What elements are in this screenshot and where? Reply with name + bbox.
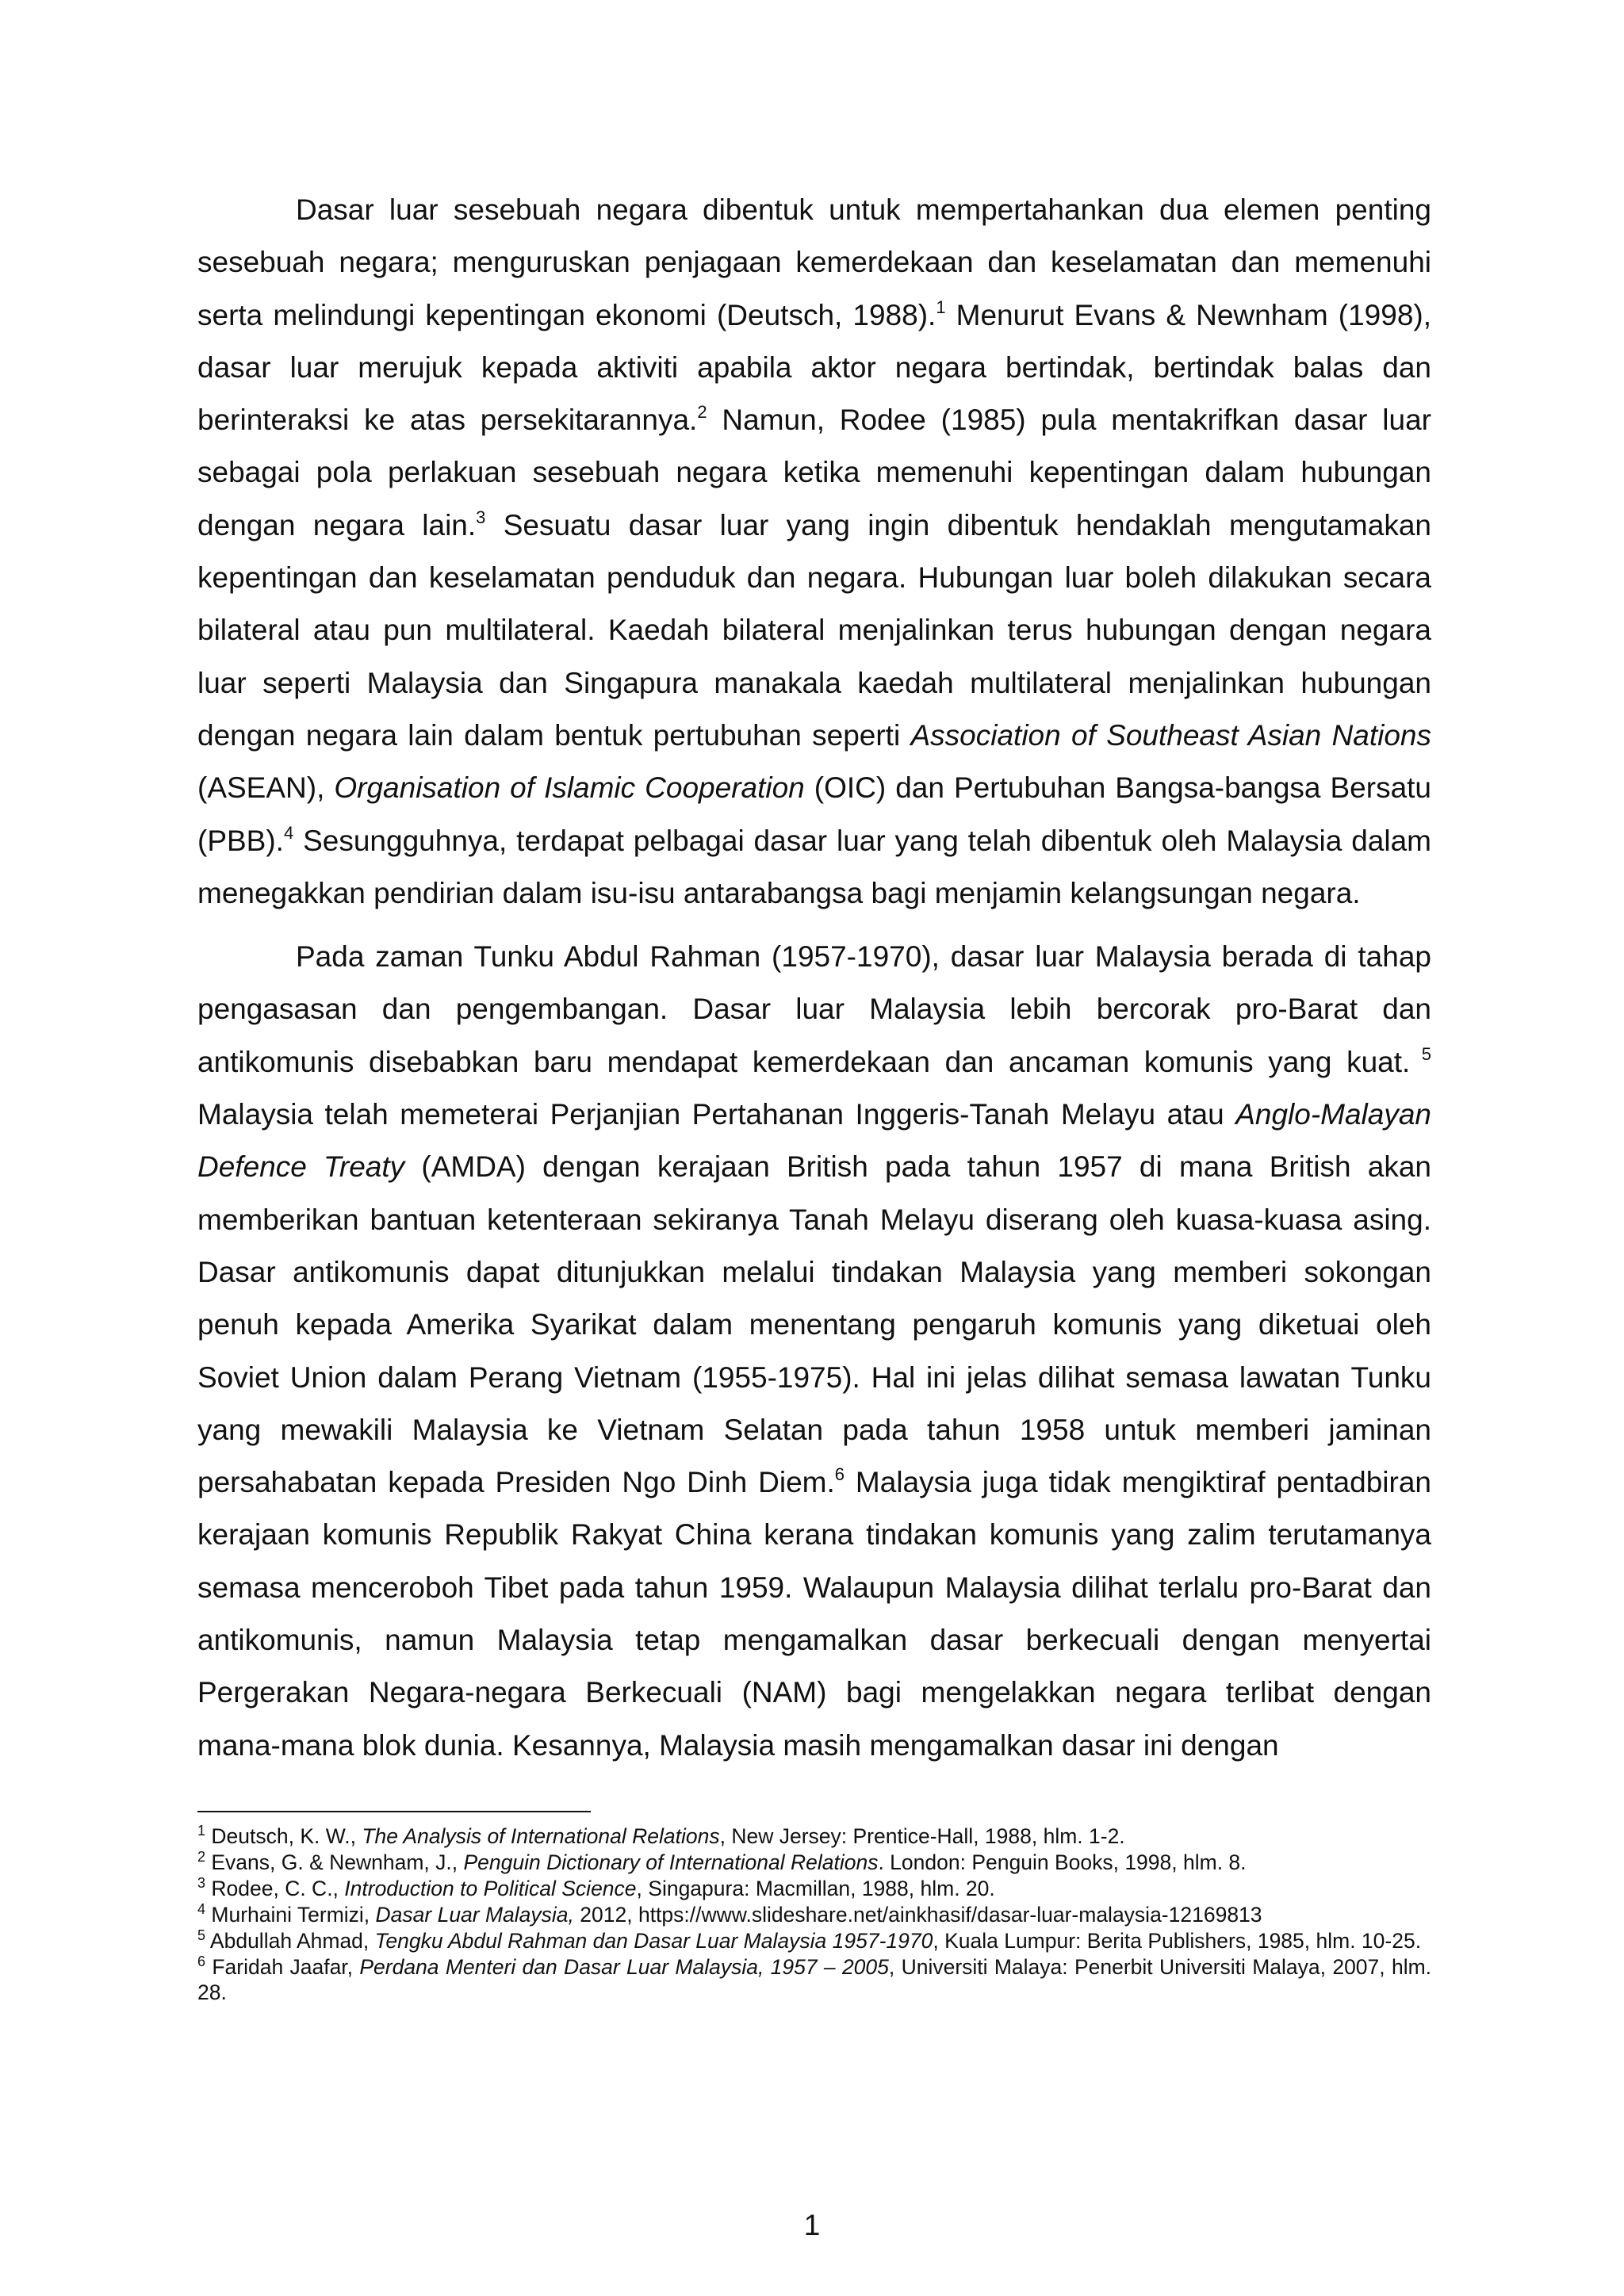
footnote-reference: 3 [476, 507, 486, 527]
italic-text: Association of Southeast Asian Nations [910, 718, 1431, 752]
text-run: Deutsch, K. W., [205, 1824, 362, 1848]
italic-text: Tengku Abdul Rahman dan Dasar Luar Malaysia 1957-1970 [374, 1929, 933, 1953]
page-number: 1 [803, 2209, 821, 2241]
text-run: Murhaini Termizi, [205, 1903, 376, 1927]
text-run: , Universiti Malaya: Penerbit Universiti Malaya, 2007, hlm. 28. [197, 1955, 1432, 2004]
italic-text: Introduction to Political Science [344, 1877, 637, 1900]
italic-text: Perdana Menteri dan Dasar Luar Malaysia, 1957 – 2005 [359, 1955, 889, 1979]
text-run: 2012, https://www.slideshare.net/ainkhasif/dasar-luar-malaysia-12169813 [573, 1903, 1262, 1927]
footnote-number: 5 [197, 1927, 206, 1943]
text-run: Evans, G. & Newnham, J., [205, 1850, 464, 1874]
italic-text: Dasar Luar Malaysia, [375, 1903, 574, 1927]
footnote [197, 1928, 1431, 1954]
text-run: (AMDA) dengan kerajaan British pada tahun 1957 di mana British akan memberikan bantuan ketenteraan sekiranya Tanah Melayu diserang oleh kuasa-kuasa asing. Dasar antikomunis dapat ditunjukkan melalui tindakan Malaysia yang memberi sokongan penuh kepada Amerika Syarikat dalam menentang pengaruh komunis yang diketuai oleh Soviet Union dalam Perang Vietnam (1955-1975). Hal ini jelas dilihat semasa lawatan Tunku yang mewakili Malaysia ke Vietnam Selatan pada tahun 1958 untuk memberi jaminan persahabatan kepada Presiden Ngo Dinh Diem. [197, 1150, 1431, 1499]
text-run: Dasar luar sesebuah negara dibentuk untuk mempertahankan dua elemen penting sesebuah negara; menguruskan penjagaan kemerdekaan dan keselamatan dan memenuhi serta melindungi kepentingan ekonomi (Deutsch, 1988). [197, 193, 1431, 331]
text-run: (ASEAN), [197, 771, 335, 805]
footnotes [197, 1823, 1431, 2006]
footnote-number: 2 [197, 1849, 206, 1865]
footnote-number: 3 [197, 1875, 206, 1891]
footnote [197, 1823, 1431, 1849]
text-run: , New Jersey: Prentice-Hall, 1988, hlm. 1-2. [719, 1824, 1125, 1848]
footnote-number: 6 [197, 1954, 206, 1969]
text-run: (OIC) dan Pertubuhan Bangsa-bangsa Bersatu (PBB). [197, 771, 1432, 857]
footnote-reference: 1 [936, 297, 946, 317]
text-run: Rodee, C. C., [205, 1877, 345, 1900]
footnote-reference: 5 [1410, 1043, 1431, 1064]
footnote-separator [197, 1811, 591, 1812]
text-run: . London: Penguin Books, 1998, hlm. 8. [878, 1850, 1247, 1874]
text-run: Sesungguhnya, terdapat pelbagai dasar luar yang telah dibentuk oleh Malaysia dalam menegakkan pendirian dalam isu-isu antarabangsa bagi menjamin kelangsungan negara. [197, 824, 1431, 909]
text-run: Pada zaman Tunku Abdul Rahman (1957-1970), dasar luar Malaysia berada di tahap pengasasan dan pengembangan. Dasar luar Malaysia lebih bercorak pro-Barat dan antikomunis disebabkan baru mendapat kemerdekaan dan ancaman komunis yang kuat. [197, 940, 1431, 1078]
footnote [197, 1902, 1431, 1927]
italic-text: Organisation of Islamic Cooperation [334, 771, 805, 805]
italic-text: The Analysis of International Relations [362, 1824, 720, 1848]
italic-text: Penguin Dictionary of International Relations [463, 1850, 879, 1874]
text-run: Malaysia juga tidak mengiktiraf pentadbiran kerajaan komunis Republik Rakyat China kerana tindakan komunis yang zalim terutamanya semasa menceroboh Tibet pada tahun 1959. Walaupun Malaysia dilihat terlalu pro-Barat dan antikomunis, namun Malaysia tetap mengamalkan dasar berkecuali dengan menyertai Pergerakan Negara-negara Berkecuali (NAM) bagi mengelakkan negara terlibat dengan mana-mana blok dunia. Kesannya, Malaysia masih mengamalkan dasar ini dengan [197, 1466, 1431, 1762]
paragraph [197, 931, 1431, 1772]
text-run: , Kuala Lumpur: Berita Publishers, 1985, hlm. 10-25. [933, 1929, 1422, 1953]
footnote [197, 1954, 1431, 2005]
text-run: Faridah Jaafar, [205, 1955, 360, 1979]
text-run: Menurut Evans & Newnham (1998), dasar luar merujuk kepada aktiviti apabila aktor negara bertindak, bertindak balas dan berinteraksi ke atas persekitarannya. [197, 298, 1431, 437]
text-run: , Singapura: Macmillan, 1988, hlm. 20. [636, 1877, 995, 1900]
italic-text: Anglo-Malayan Defence Treaty [197, 1098, 1431, 1184]
footnote-reference: 6 [834, 1464, 845, 1485]
footnote [197, 1850, 1431, 1875]
paragraph [197, 184, 1431, 920]
footnote-number: 4 [197, 1901, 206, 1917]
text-run: Malaysia telah memeterai Perjanjian Pertahanan Inggeris-Tanah Melayu atau [197, 1098, 1236, 1131]
footnote-reference: 4 [283, 822, 294, 843]
footnote [197, 1876, 1431, 1901]
text-run: Abdullah Ahmad, [205, 1929, 375, 1953]
body-text [197, 184, 1431, 1783]
footnote-reference: 2 [697, 402, 707, 423]
text-run: Sesuatu dasar luar yang ingin dibentuk hendaklah mengutamakan kepentingan dan keselamatan penduduk dan negara. Hubungan luar boleh dilakukan secara bilateral atau pun multilateral. Kaedah bilateral menjalinkan terus hubungan dengan negara luar seperti Malaysia dan Singapura manakala kaedah multilateral menjalinkan hubungan dengan negara lain dalam bentuk pertubuhan seperti [197, 508, 1431, 752]
footnote-number: 1 [197, 1823, 206, 1839]
text-run: Namun, Rodee (1985) pula mentakrifkan dasar luar sebagai pola perlakuan sesebuah negara ketika memenuhi kepentingan dalam hubungan dengan negara lain. [197, 404, 1431, 541]
